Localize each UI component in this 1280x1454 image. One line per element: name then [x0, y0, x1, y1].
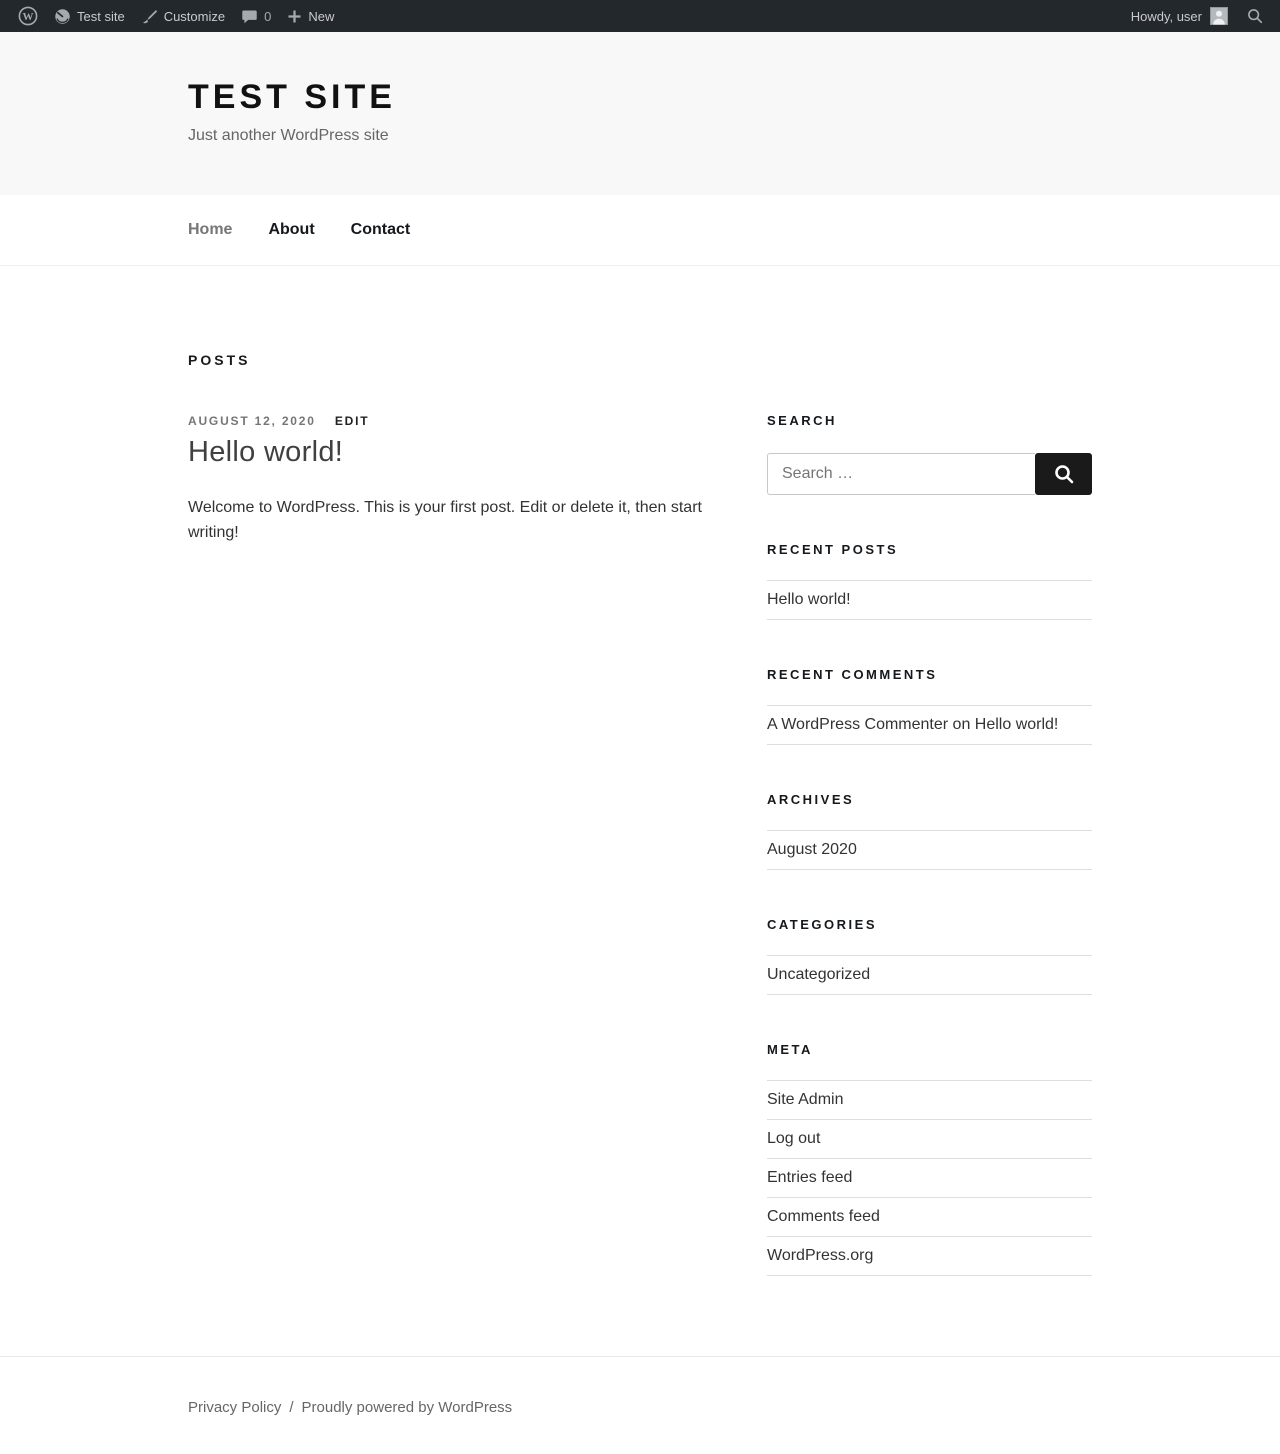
plus-icon — [287, 9, 302, 24]
comment-author-link[interactable]: A WordPress Commenter — [767, 715, 949, 733]
meta-title: META — [767, 1041, 813, 1057]
site-title[interactable]: TEST SITE — [188, 78, 396, 116]
categories-widget — [767, 917, 1092, 995]
archive-link[interactable]: August 2020 — [767, 840, 857, 858]
post-edit-link[interactable]: EDIT — [334, 413, 370, 428]
list-item — [767, 1159, 1092, 1198]
wordpress-logo-icon — [18, 6, 38, 26]
list-item — [767, 1081, 1092, 1120]
site-header — [0, 32, 1280, 195]
meta-log-out-link[interactable]: Log out — [767, 1129, 821, 1147]
dashboard-gauge-icon — [54, 8, 71, 25]
search-submit-button[interactable] — [1035, 453, 1092, 495]
admin-bar-site-name-label: Test site — [77, 8, 125, 24]
post-content: Welcome to WordPress. This is your first post. Edit or delete it, then start writing! — [188, 498, 702, 541]
category-link[interactable]: Uncategorized — [767, 965, 871, 983]
admin-bar-search[interactable] — [1236, 0, 1270, 32]
comment-connector: on — [948, 715, 975, 733]
admin-bar-account[interactable] — [1123, 7, 1236, 25]
list-item — [767, 706, 1092, 745]
powered-by-link[interactable]: Proudly powered by WordPress — [301, 1398, 513, 1416]
comments-bubble-icon — [241, 8, 258, 25]
archives-widget — [767, 792, 1092, 870]
search-widget-title: SEARCH — [767, 412, 837, 428]
list-item — [767, 581, 1092, 620]
avatar — [1210, 7, 1228, 25]
admin-bar-comments-count: 0 — [264, 8, 272, 24]
categories-title: CATEGORIES — [767, 916, 877, 932]
comment-post-link[interactable]: Hello world! — [974, 715, 1059, 733]
recent-posts-title: RECENT POSTS — [767, 541, 899, 557]
main-column — [188, 352, 712, 1276]
footer-separator: / — [289, 1398, 294, 1416]
meta-wordpress-org-link[interactable]: WordPress.org — [767, 1246, 874, 1264]
svg-text:W: W — [22, 11, 34, 23]
recent-posts-widget — [767, 542, 1092, 620]
nav-item-contact[interactable]: Contact — [350, 220, 411, 238]
recent-post-link[interactable]: Hello world! — [767, 590, 851, 608]
post-hello-world — [188, 414, 712, 546]
admin-bar-new-label: New — [308, 8, 335, 24]
site-footer — [0, 1356, 1280, 1454]
list-item — [767, 1120, 1092, 1159]
customize-brush-icon — [141, 8, 158, 25]
search-input[interactable] — [767, 453, 1035, 495]
search-icon — [1246, 7, 1264, 25]
post-meta — [188, 414, 712, 428]
list-item — [767, 956, 1092, 995]
admin-bar-right — [1123, 0, 1270, 32]
list-item — [767, 1237, 1092, 1276]
list-item — [767, 1198, 1092, 1237]
meta-comments-feed-link[interactable]: Comments feed — [767, 1207, 880, 1225]
admin-bar-howdy-label: Howdy, user — [1130, 8, 1202, 24]
meta-site-admin-link[interactable]: Site Admin — [767, 1090, 844, 1108]
main-navigation — [0, 195, 1280, 266]
recent-comments-widget — [767, 667, 1092, 745]
privacy-policy-link[interactable]: Privacy Policy — [188, 1398, 282, 1416]
search-form — [767, 453, 1092, 495]
nav-item-about[interactable]: About — [268, 220, 315, 238]
sidebar — [767, 352, 1092, 1276]
page-title: POSTS — [188, 351, 251, 368]
recent-comments-title: RECENT COMMENTS — [767, 666, 938, 682]
admin-bar-customize[interactable] — [133, 0, 233, 32]
site-description: Just another WordPress site — [188, 126, 389, 144]
admin-bar-customize-label: Customize — [163, 8, 226, 24]
admin-bar-comments[interactable] — [233, 0, 279, 32]
archives-title: ARCHIVES — [767, 791, 855, 807]
meta-widget — [767, 1042, 1092, 1276]
post-date-link[interactable]: AUGUST 12, 2020 — [188, 413, 316, 428]
nav-item-home[interactable]: Home — [188, 220, 233, 238]
list-item — [767, 831, 1092, 870]
admin-bar-site-name[interactable] — [46, 0, 133, 32]
search-button-icon — [1052, 462, 1076, 486]
admin-bar — [0, 0, 1280, 32]
admin-bar-new[interactable] — [279, 0, 342, 32]
wordpress-logo-menu[interactable] — [10, 0, 46, 32]
content-area — [188, 266, 1092, 1356]
post-title[interactable]: Hello world! — [188, 435, 344, 468]
search-widget — [767, 413, 1092, 495]
meta-entries-feed-link[interactable]: Entries feed — [767, 1168, 853, 1186]
